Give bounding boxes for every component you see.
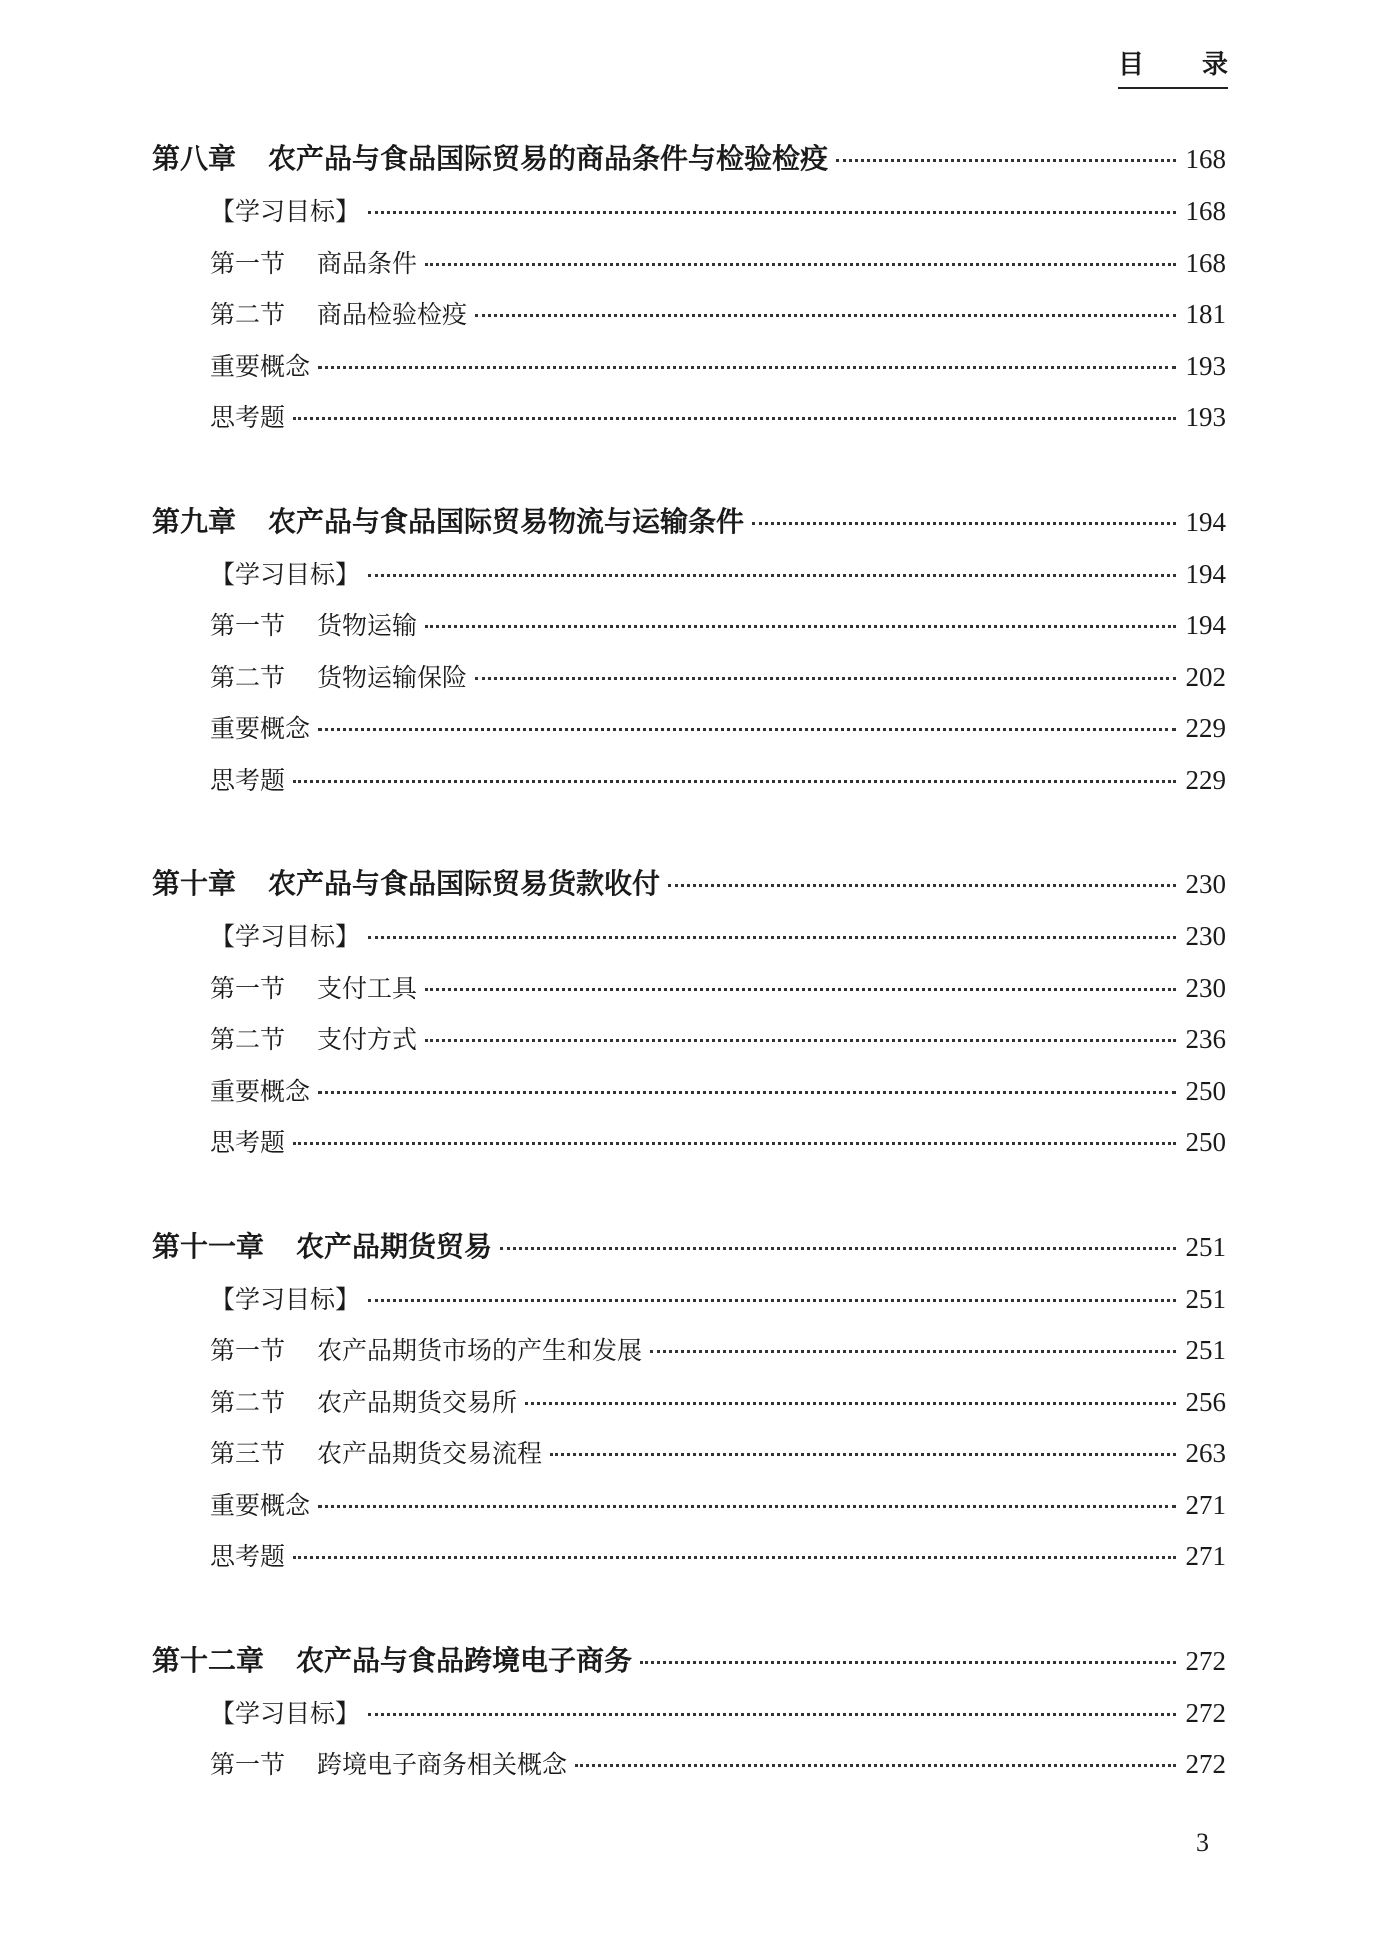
- dot-leader: [318, 728, 1176, 731]
- dot-leader: [293, 1142, 1176, 1145]
- chapter-entry[interactable]: [152, 1220, 1226, 1274]
- section-entry[interactable]: [152, 1739, 1226, 1791]
- header-char-2: 录: [1201, 50, 1228, 80]
- dot-leader: [650, 1350, 1176, 1353]
- section-label: [210, 392, 285, 444]
- dot-leader: [368, 574, 1176, 577]
- dot-leader: [752, 522, 1176, 525]
- section-page: 194: [1185, 558, 1226, 589]
- section-page: 250: [1185, 1075, 1226, 1106]
- chapter-label: [152, 495, 744, 549]
- section-label: [210, 652, 467, 704]
- section-page: 202: [1185, 661, 1226, 692]
- section-label: [210, 703, 310, 755]
- section-page: 250: [1185, 1127, 1226, 1157]
- dot-leader: [293, 417, 1176, 420]
- dot-leader: [475, 677, 1176, 680]
- section-number: 第二节: [210, 300, 286, 329]
- section-title: 【学习目标】: [210, 1698, 361, 1728]
- section-title: 支付方式: [317, 1025, 418, 1054]
- table-of-contents: [152, 132, 1226, 1842]
- section-title: 跨境电子商务相关概念: [317, 1750, 568, 1779]
- section-title: 农产品期货交易流程: [317, 1439, 543, 1468]
- section-number: 第一节: [210, 1750, 286, 1779]
- section-title: 【学习目标】: [210, 1284, 361, 1314]
- section-entry[interactable]: [152, 549, 1226, 601]
- section-entry[interactable]: [152, 652, 1226, 704]
- section-page: 236: [1185, 1024, 1226, 1054]
- section-page: 194: [1185, 610, 1226, 640]
- dot-leader: [640, 1661, 1176, 1664]
- dot-leader: [525, 1402, 1176, 1405]
- chapter-page: 194: [1185, 506, 1226, 537]
- section-entry[interactable]: [152, 1377, 1226, 1429]
- section-label: [210, 1688, 360, 1740]
- section-entry[interactable]: [152, 963, 1226, 1015]
- section-entry[interactable]: [152, 600, 1226, 652]
- section-entry[interactable]: [152, 289, 1226, 341]
- section-entry[interactable]: [152, 341, 1226, 393]
- section-entry[interactable]: [152, 238, 1226, 290]
- section-label: [210, 963, 417, 1015]
- section-page: 263: [1185, 1438, 1226, 1468]
- section-title: 重要概念: [210, 351, 311, 381]
- section-page: 251: [1185, 1335, 1226, 1365]
- page-number: 3: [1196, 1828, 1209, 1857]
- chapter-title: 农产品期货贸易: [296, 1229, 493, 1263]
- chapter-label: [152, 132, 828, 186]
- section-label: [210, 238, 417, 290]
- section-entry[interactable]: [152, 1274, 1226, 1326]
- section-page: 230: [1185, 921, 1226, 951]
- chapter-entry[interactable]: [152, 1634, 1226, 1688]
- chapter-title: 农产品与食品跨境电子商务: [296, 1643, 633, 1677]
- dot-leader: [318, 366, 1176, 369]
- chapter-block: [152, 132, 1226, 444]
- section-title: 【学习目标】: [210, 197, 361, 226]
- section-entry[interactable]: [152, 1688, 1226, 1740]
- section-page: 272: [1185, 1697, 1226, 1728]
- section-label: [210, 1066, 310, 1118]
- chapter-title: 农产品与食品国际贸易货款收付: [268, 867, 661, 900]
- dot-leader: [318, 1505, 1176, 1508]
- chapter-number: 第十章: [152, 867, 237, 900]
- section-page: 271: [1185, 1489, 1226, 1520]
- section-number: 第一节: [210, 1336, 286, 1365]
- dot-leader: [293, 780, 1176, 783]
- section-entry[interactable]: [152, 1014, 1226, 1066]
- section-number: 第一节: [210, 611, 286, 640]
- section-title: 【学习目标】: [210, 559, 361, 589]
- section-title: 商品条件: [317, 248, 418, 278]
- section-entry[interactable]: [152, 1325, 1226, 1377]
- chapter-number: 第十一章: [152, 1229, 265, 1263]
- dot-leader: [500, 1247, 1176, 1250]
- section-title: 货物运输保险: [317, 662, 468, 692]
- dot-leader: [575, 1764, 1176, 1767]
- chapter-page: 230: [1185, 869, 1226, 899]
- chapter-title: 农产品与食品国际贸易物流与运输条件: [268, 504, 745, 538]
- chapter-page: 251: [1185, 1231, 1226, 1262]
- section-page: 193: [1185, 350, 1226, 381]
- section-label: [210, 289, 467, 341]
- section-page: 193: [1185, 402, 1226, 432]
- section-title: 重要概念: [210, 1076, 311, 1106]
- section-entry[interactable]: [152, 392, 1226, 444]
- chapter-number: 第八章: [152, 142, 237, 175]
- section-page: 251: [1185, 1283, 1226, 1314]
- dot-leader: [368, 1299, 1176, 1302]
- chapter-block: [152, 495, 1226, 807]
- section-entry[interactable]: [152, 1531, 1226, 1583]
- chapter-number: 第九章: [152, 504, 237, 538]
- section-label: [210, 755, 285, 807]
- chapter-entry[interactable]: [152, 857, 1226, 911]
- section-title: 支付工具: [317, 973, 418, 1003]
- chapter-label: [152, 857, 660, 911]
- section-label: [210, 1428, 542, 1480]
- section-page: 271: [1185, 1541, 1226, 1571]
- section-page: 168: [1185, 196, 1226, 226]
- section-label: [210, 1117, 285, 1169]
- chapter-entry[interactable]: [152, 495, 1226, 549]
- section-number: 第二节: [210, 662, 286, 692]
- section-number: 第三节: [210, 1439, 286, 1468]
- chapter-entry[interactable]: [152, 132, 1226, 186]
- section-label: [210, 341, 310, 393]
- section-title: 思考题: [210, 1542, 286, 1571]
- section-entry[interactable]: [152, 755, 1226, 807]
- dot-leader: [425, 988, 1176, 991]
- section-label: [210, 600, 417, 652]
- section-title: 思考题: [210, 765, 286, 795]
- dot-leader: [293, 1556, 1176, 1559]
- section-label: [210, 1014, 417, 1066]
- dot-leader: [425, 1039, 1176, 1042]
- chapter-number: 第十二章: [152, 1643, 265, 1677]
- section-number: 第一节: [210, 973, 286, 1003]
- chapter-title: 农产品与食品国际贸易的商品条件与检验检疫: [268, 142, 829, 175]
- section-label: [210, 1274, 360, 1326]
- section-title: 重要概念: [210, 1490, 311, 1520]
- section-entry[interactable]: [152, 1428, 1226, 1480]
- section-entry[interactable]: [152, 703, 1226, 755]
- section-title: 重要概念: [210, 714, 311, 743]
- section-page: 181: [1185, 299, 1226, 329]
- chapter-page: 168: [1185, 144, 1226, 174]
- section-number: 第二节: [210, 1025, 286, 1054]
- header-char-1: 目: [1118, 50, 1145, 80]
- section-label: [210, 1531, 285, 1583]
- dot-leader: [318, 1091, 1176, 1094]
- dot-leader: [836, 159, 1176, 162]
- chapter-label: [152, 1220, 492, 1274]
- section-label: [210, 549, 360, 601]
- section-label: [210, 1325, 642, 1377]
- chapter-block: [152, 1220, 1226, 1583]
- dot-leader: [425, 625, 1176, 628]
- chapter-page: 272: [1185, 1645, 1226, 1676]
- dot-leader: [668, 884, 1176, 887]
- dot-leader: [550, 1453, 1176, 1456]
- dot-leader: [368, 211, 1176, 214]
- dot-leader: [368, 1713, 1176, 1716]
- section-title: 思考题: [210, 1128, 286, 1157]
- chapter-block: [152, 1634, 1226, 1791]
- section-page: 256: [1185, 1386, 1226, 1417]
- section-entry[interactable]: [152, 1066, 1226, 1118]
- section-title: 农产品期货交易所: [317, 1387, 518, 1417]
- section-title: 农产品期货市场的产生和发展: [317, 1336, 643, 1365]
- dot-leader: [475, 314, 1176, 317]
- section-number: 第一节: [210, 248, 286, 278]
- section-page: 230: [1185, 972, 1226, 1003]
- section-page: 229: [1185, 713, 1226, 743]
- section-title: 【学习目标】: [210, 922, 361, 951]
- section-label: [210, 1480, 310, 1532]
- dot-leader: [425, 263, 1176, 266]
- section-title: 商品检验检疫: [317, 300, 468, 329]
- section-title: 思考题: [210, 403, 286, 432]
- section-number: 第二节: [210, 1387, 286, 1417]
- section-entry[interactable]: [152, 911, 1226, 963]
- chapter-block: [152, 857, 1226, 1169]
- section-entry[interactable]: [152, 1480, 1226, 1532]
- section-page: 272: [1185, 1749, 1226, 1779]
- section-label: [210, 1377, 517, 1429]
- section-title: 货物运输: [317, 611, 418, 640]
- running-header: [1118, 44, 1228, 89]
- section-label: [210, 1739, 567, 1791]
- section-page: 229: [1185, 764, 1226, 795]
- chapter-label: [152, 1634, 632, 1688]
- section-label: [210, 911, 360, 963]
- section-entry[interactable]: [152, 1117, 1226, 1169]
- dot-leader: [368, 936, 1176, 939]
- section-label: [210, 186, 360, 238]
- section-entry[interactable]: [152, 186, 1226, 238]
- section-page: 168: [1185, 247, 1226, 278]
